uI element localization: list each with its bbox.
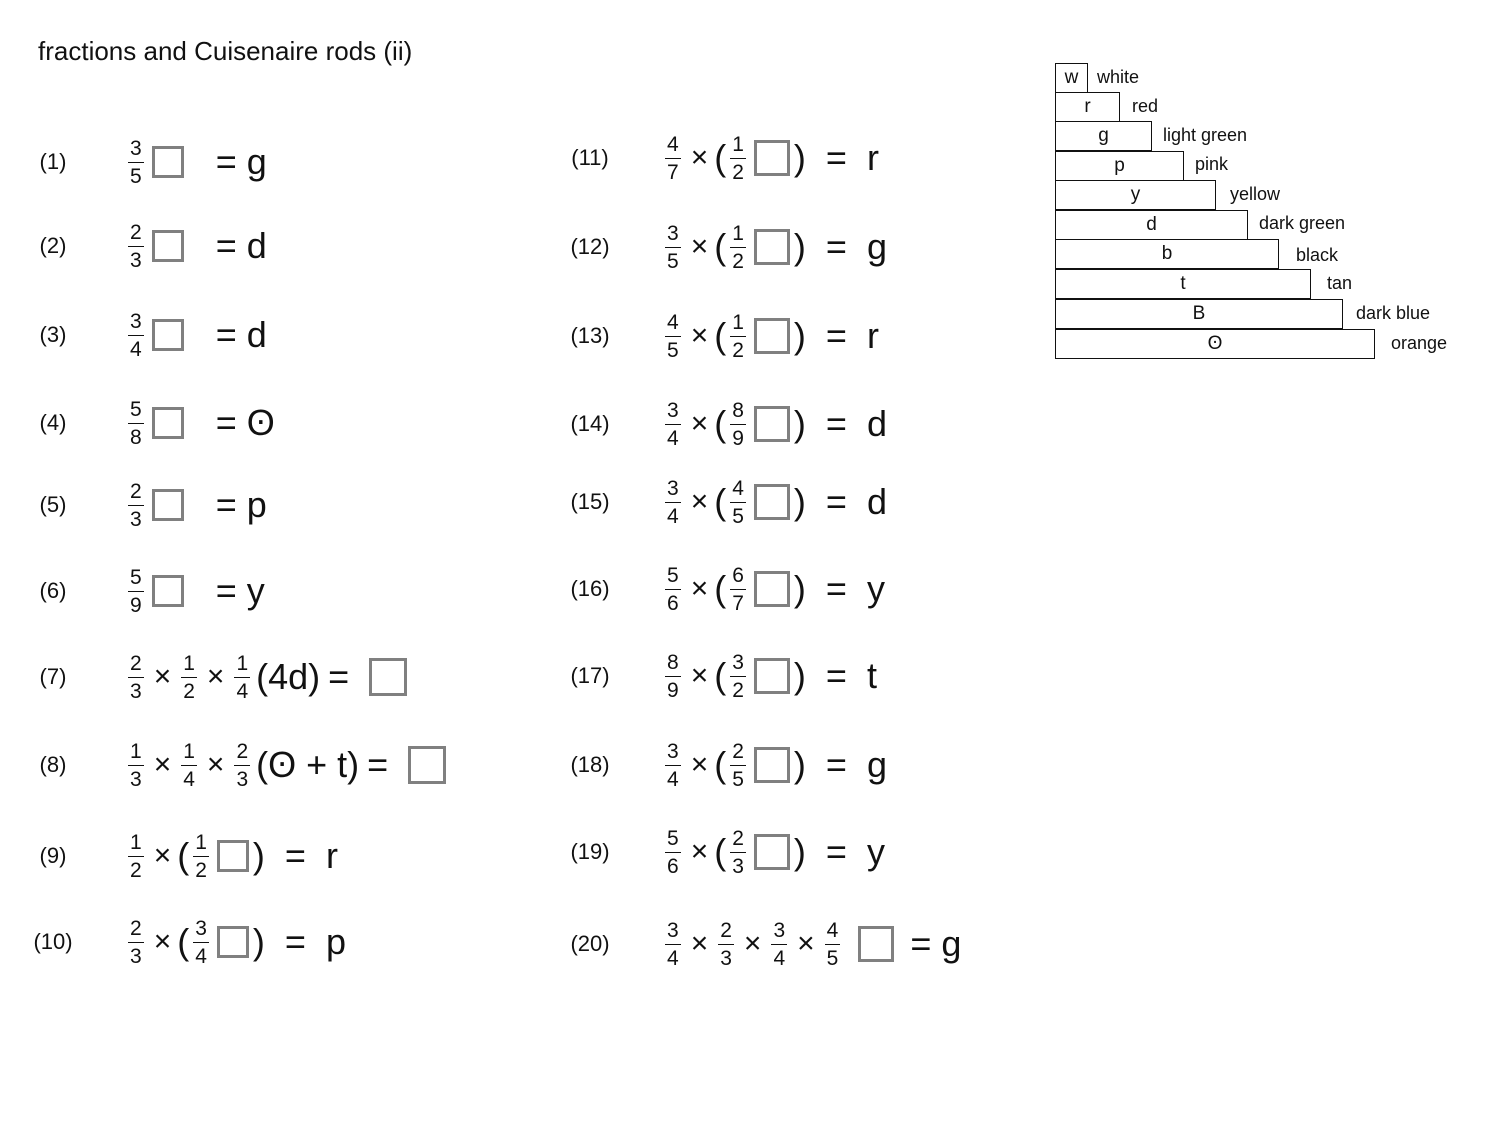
fraction: $\frac{2}{3}$ xyxy=(130,220,142,272)
problem-number: (16) xyxy=(570,576,610,601)
rod-light-green: g xyxy=(1055,121,1152,151)
times-sign: × xyxy=(690,659,709,692)
problem-12 xyxy=(545,217,887,277)
left-paren: ( xyxy=(714,226,727,267)
expression xyxy=(661,478,887,527)
expression xyxy=(661,652,877,701)
left-paren: ( xyxy=(714,831,727,872)
result: r xyxy=(866,315,879,356)
fraction: $\frac{5}{8}$ xyxy=(130,397,142,449)
times-sign: × xyxy=(206,660,225,693)
result: d xyxy=(866,481,887,522)
right-paren: ) xyxy=(793,403,806,444)
answer-box[interactable] xyxy=(152,319,184,351)
problem-number: (11) xyxy=(571,145,609,170)
fraction: $\frac{3}{4}$ xyxy=(667,739,679,791)
answer-box[interactable] xyxy=(754,318,790,354)
fraction: $\frac{3}{5}$ xyxy=(667,221,679,273)
rod-group: (4d) xyxy=(256,656,321,697)
equals-sign: = xyxy=(825,744,847,785)
rod-label: red xyxy=(1132,96,1159,116)
times-sign: × xyxy=(690,141,709,174)
times-sign: × xyxy=(690,748,709,781)
problem-number: (10) xyxy=(33,929,73,954)
result: y xyxy=(866,568,885,609)
answer-box[interactable] xyxy=(754,747,790,783)
fraction: $\frac{4}{5}$ xyxy=(667,310,679,362)
answer-box[interactable] xyxy=(754,406,790,442)
problem-number: (20) xyxy=(570,931,610,956)
fraction: $\frac{1}{2}$ xyxy=(732,310,744,362)
equals-sign: = xyxy=(825,568,847,609)
result: r xyxy=(866,137,879,178)
result: = y xyxy=(215,570,265,611)
problem-number: (12) xyxy=(570,234,610,259)
rod-label: dark green xyxy=(1259,213,1346,233)
fraction: $\frac{8}{9}$ xyxy=(667,650,679,702)
times-sign: × xyxy=(153,748,172,781)
problem-number: (18) xyxy=(570,752,610,777)
fraction: $\frac{2}{3}$ xyxy=(130,479,142,531)
answer-box[interactable] xyxy=(754,140,790,176)
fraction: $\frac{5}{6}$ xyxy=(667,826,679,878)
answer-box[interactable] xyxy=(754,834,790,870)
problem-15 xyxy=(545,472,887,532)
answer-box[interactable] xyxy=(858,926,894,962)
result: = ʘ xyxy=(215,402,275,443)
problem-number: (13) xyxy=(570,323,610,348)
problem-20 xyxy=(545,914,961,974)
expression xyxy=(124,399,275,448)
expression xyxy=(661,134,879,183)
expression xyxy=(661,223,887,272)
fraction: $\frac{3}{4}$ xyxy=(130,309,142,361)
fraction: $\frac{1}{2}$ xyxy=(130,830,142,882)
left-paren: ( xyxy=(714,655,727,696)
problem-6 xyxy=(8,561,265,621)
fraction: $\frac{3}{4}$ xyxy=(667,476,679,528)
rod-black: b xyxy=(1055,239,1279,269)
answer-box[interactable] xyxy=(369,658,407,696)
expression xyxy=(124,222,267,271)
equals-sign: = xyxy=(825,315,847,356)
problem-number: (9) xyxy=(39,843,67,868)
problem-number: (5) xyxy=(39,492,67,517)
problem-number: (3) xyxy=(39,322,67,347)
expression xyxy=(124,138,267,187)
rod-label: light green xyxy=(1163,125,1248,145)
result: = p xyxy=(215,484,267,525)
expression xyxy=(124,832,338,881)
left-paren: ( xyxy=(714,744,727,785)
expression xyxy=(124,918,346,967)
expression xyxy=(124,481,267,530)
result: = d xyxy=(215,225,267,266)
equals-sign: = xyxy=(825,831,847,872)
fraction: $\frac{4}{7}$ xyxy=(667,132,679,184)
rod-red: r xyxy=(1055,92,1120,122)
equals-sign: = xyxy=(284,921,306,962)
result: t xyxy=(866,655,877,696)
right-paren: ) xyxy=(793,744,806,785)
left-paren: ( xyxy=(714,137,727,178)
equals-sign: = xyxy=(367,744,389,785)
expression xyxy=(661,741,887,790)
answer-box[interactable] xyxy=(408,746,446,784)
answer-box[interactable] xyxy=(152,489,184,521)
problem-number: (14) xyxy=(570,411,610,436)
problem-16 xyxy=(545,559,885,619)
times-sign: × xyxy=(690,230,709,263)
equals-sign: = xyxy=(328,656,350,697)
rod-label: black xyxy=(1296,245,1339,265)
answer-box[interactable] xyxy=(754,229,790,265)
fraction: $\frac{1}{4}$ xyxy=(236,651,249,703)
right-paren: ) xyxy=(793,226,806,267)
expression xyxy=(661,828,885,877)
fraction: $\frac{2}{3}$ xyxy=(236,739,249,791)
fraction: $\frac{2}{3}$ xyxy=(130,651,142,703)
problem-9 xyxy=(8,826,338,886)
expression xyxy=(661,565,885,614)
result: = d xyxy=(215,314,267,355)
left-paren: ( xyxy=(714,568,727,609)
problem-number: (7) xyxy=(39,664,67,689)
times-sign: × xyxy=(690,835,709,868)
problem-17 xyxy=(545,646,877,706)
times-sign: × xyxy=(690,927,709,960)
problem-10 xyxy=(8,912,346,972)
answer-box[interactable] xyxy=(754,484,790,520)
equals-sign: = xyxy=(825,655,847,696)
problem-13 xyxy=(545,306,879,366)
right-paren: ) xyxy=(793,481,806,522)
fraction: $\frac{6}{7}$ xyxy=(732,563,744,615)
right-paren: ) xyxy=(252,835,265,876)
times-sign: × xyxy=(153,925,172,958)
answer-box[interactable] xyxy=(754,658,790,694)
times-sign: × xyxy=(206,748,225,781)
problem-number: (1) xyxy=(39,149,67,174)
equals-sign: = xyxy=(825,226,847,267)
equals-sign: = xyxy=(825,137,847,178)
rod-group: (ʘ + t) xyxy=(256,744,360,785)
expression xyxy=(124,567,265,616)
fraction: $\frac{2}{3}$ xyxy=(732,826,744,878)
problem-14 xyxy=(545,394,887,454)
right-paren: ) xyxy=(793,568,806,609)
result: y xyxy=(866,831,885,872)
left-paren: ( xyxy=(714,403,727,444)
result: r xyxy=(325,835,338,876)
left-paren: ( xyxy=(714,481,727,522)
page-title: fractions and Cuisenaire rods (ii) xyxy=(38,36,413,66)
equals-sign: = xyxy=(284,835,306,876)
problem-2 xyxy=(8,216,267,276)
rod-dark-blue: B xyxy=(1055,299,1343,329)
right-paren: ) xyxy=(252,921,265,962)
times-sign: × xyxy=(153,660,172,693)
times-sign: × xyxy=(153,839,172,872)
rod-label: orange xyxy=(1391,333,1448,353)
fraction: $\frac{1}{2}$ xyxy=(732,132,744,184)
problem-7 xyxy=(8,647,411,707)
times-sign: × xyxy=(743,927,762,960)
right-paren: ) xyxy=(793,831,806,872)
rod-label: tan xyxy=(1327,273,1353,293)
fraction: $\frac{4}{5}$ xyxy=(826,918,839,970)
answer-box[interactable] xyxy=(152,230,184,262)
times-sign: × xyxy=(690,407,709,440)
problem-number: (4) xyxy=(39,410,67,435)
answer-box[interactable] xyxy=(217,926,249,958)
times-sign: × xyxy=(690,572,709,605)
rod-white: w xyxy=(1055,63,1088,93)
expression xyxy=(124,653,411,702)
equals-sign: = xyxy=(825,481,847,522)
problem-1 xyxy=(8,132,267,192)
problem-5 xyxy=(8,475,267,535)
rod-label: white xyxy=(1097,67,1140,87)
fraction: $\frac{2}{3}$ xyxy=(130,916,142,968)
left-paren: ( xyxy=(714,315,727,356)
problem-number: (17) xyxy=(570,663,610,688)
problem-18 xyxy=(545,735,887,795)
rod-pink: p xyxy=(1055,151,1184,181)
result: g xyxy=(866,226,887,267)
fraction: $\frac{1}{2}$ xyxy=(732,221,744,273)
problem-8 xyxy=(8,735,450,795)
times-sign: × xyxy=(797,927,815,960)
fraction: $\frac{3}{4}$ xyxy=(773,918,786,970)
fraction: $\frac{3}{4}$ xyxy=(667,398,679,450)
times-sign: × xyxy=(690,319,709,352)
result: = g xyxy=(215,141,267,182)
fraction: $\frac{1}{3}$ xyxy=(130,739,142,791)
answer-box[interactable] xyxy=(754,571,790,607)
fraction: $\frac{4}{5}$ xyxy=(732,476,744,528)
fraction: $\frac{3}{2}$ xyxy=(732,650,744,702)
expression xyxy=(661,400,887,449)
rod-yellow: y xyxy=(1055,180,1216,210)
right-paren: ) xyxy=(793,137,806,178)
left-paren: ( xyxy=(177,921,190,962)
result: p xyxy=(325,921,346,962)
fraction: $\frac{8}{9}$ xyxy=(732,398,744,450)
expression xyxy=(661,312,879,361)
problem-3 xyxy=(8,305,267,365)
fraction: $\frac{1}{2}$ xyxy=(183,651,195,703)
fraction: $\frac{1}{4}$ xyxy=(183,739,195,791)
problem-number: (19) xyxy=(570,839,610,864)
fraction: $\frac{2}{5}$ xyxy=(732,739,744,791)
problem-4 xyxy=(8,393,275,453)
rod-dark-green: d xyxy=(1055,210,1248,240)
fraction: $\frac{5}{9}$ xyxy=(130,565,142,617)
problem-19 xyxy=(545,822,885,882)
fraction: $\frac{3}{5}$ xyxy=(130,136,142,188)
problem-number: (2) xyxy=(39,233,67,258)
equals-sign: = xyxy=(825,403,847,444)
problem-number: (8) xyxy=(39,752,67,777)
problem-11 xyxy=(545,128,879,188)
fraction: $\frac{3}{4}$ xyxy=(667,918,679,970)
rod-label: yellow xyxy=(1230,184,1281,204)
rod-orange: ʘ xyxy=(1055,329,1375,359)
fraction: $\frac{2}{3}$ xyxy=(720,918,732,970)
right-paren: ) xyxy=(793,315,806,356)
problem-number: (15) xyxy=(570,489,610,514)
expression xyxy=(124,311,267,360)
rod-label: dark blue xyxy=(1356,303,1431,323)
right-paren: ) xyxy=(793,655,806,696)
problem-number: (6) xyxy=(39,578,67,603)
rod-label: pink xyxy=(1195,154,1229,174)
result: d xyxy=(866,403,887,444)
expression xyxy=(661,920,961,969)
expression xyxy=(124,741,450,790)
result: = g xyxy=(910,923,962,964)
result: g xyxy=(866,744,887,785)
rod-tan: t xyxy=(1055,269,1311,299)
answer-box[interactable] xyxy=(217,840,249,872)
fraction: $\frac{3}{4}$ xyxy=(195,916,207,968)
answer-box[interactable] xyxy=(152,407,184,439)
fraction: $\frac{5}{6}$ xyxy=(667,563,679,615)
answer-box[interactable] xyxy=(152,575,184,607)
left-paren: ( xyxy=(177,835,190,876)
fraction: $\frac{1}{2}$ xyxy=(195,830,207,882)
answer-box[interactable] xyxy=(152,146,184,178)
times-sign: × xyxy=(690,485,709,518)
